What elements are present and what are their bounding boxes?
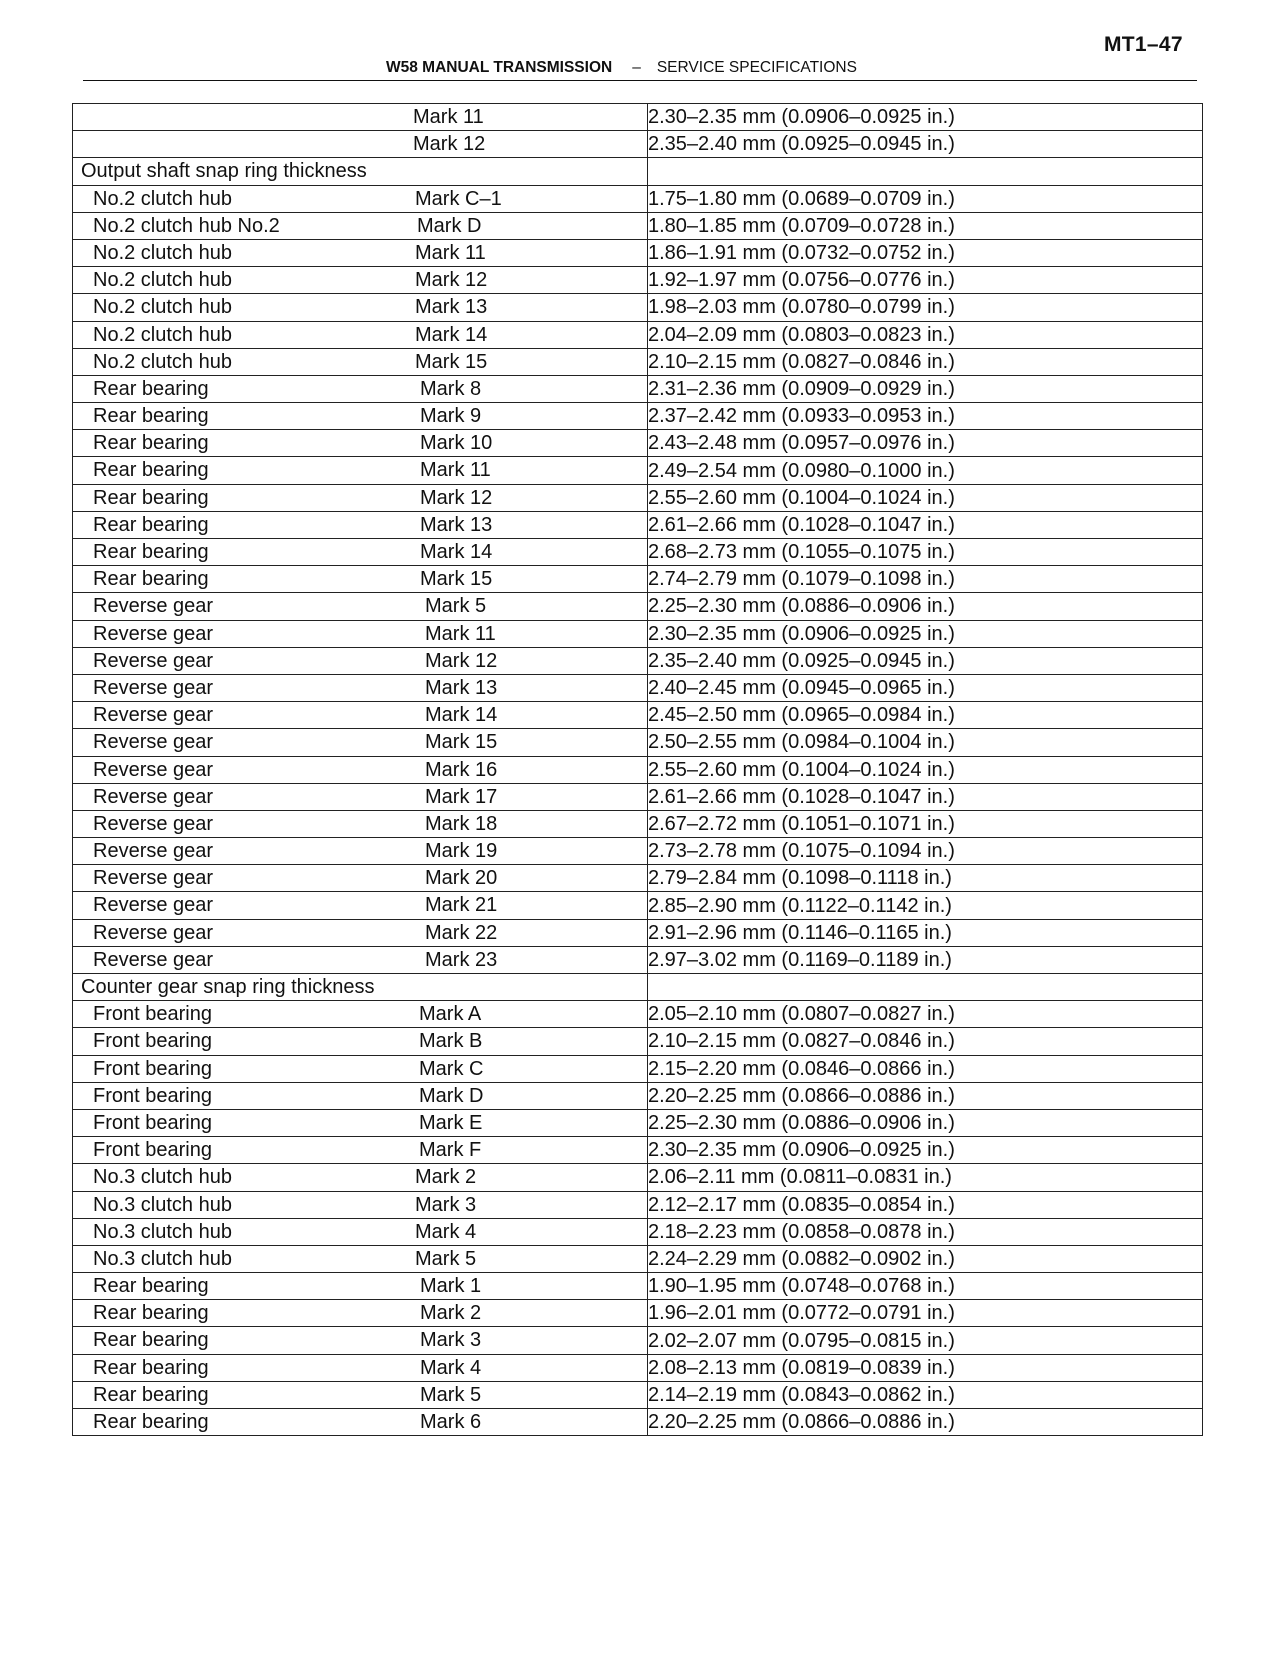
table-row bbox=[73, 593, 1203, 620]
subsection-title: SERVICE SPECIFICATIONS bbox=[656, 59, 857, 76]
table-row bbox=[73, 1354, 1203, 1381]
thickness-value: 2.91–2.96 mm (0.1146–0.1165 in.) bbox=[648, 921, 952, 944]
mark-label: Mark C bbox=[419, 1057, 484, 1080]
header-rule bbox=[83, 80, 1197, 81]
part-name: Rear bearing bbox=[93, 1383, 209, 1406]
part-name: Rear bearing bbox=[93, 1329, 209, 1352]
specification-cell bbox=[648, 484, 1203, 511]
mark-label: Mark 11 bbox=[413, 106, 484, 128]
specification-cell bbox=[648, 158, 1203, 185]
table-row bbox=[73, 1001, 1203, 1028]
mark-label: Mark 4 bbox=[415, 1220, 477, 1243]
part-name: Rear bearing bbox=[93, 1275, 209, 1298]
mark-label: Mark 3 bbox=[415, 1193, 477, 1216]
mark-label: Mark 3 bbox=[420, 1329, 482, 1352]
specification-cell bbox=[648, 294, 1203, 321]
description-cell bbox=[73, 1055, 648, 1082]
thickness-value: 2.20–2.25 mm (0.0866–0.0886 in.) bbox=[648, 1411, 955, 1434]
description-cell bbox=[73, 185, 648, 212]
table-row bbox=[73, 620, 1203, 647]
part-name: No.3 clutch hub bbox=[93, 1220, 232, 1243]
table-row bbox=[73, 702, 1203, 729]
thickness-value: 2.18–2.23 mm (0.0858–0.0878 in.) bbox=[648, 1220, 955, 1243]
thickness-value: 1.92–1.97 mm (0.0756–0.0776 in.) bbox=[648, 269, 955, 292]
part-name: Reverse gear bbox=[93, 921, 214, 944]
mark-label: Mark 14 bbox=[420, 541, 493, 563]
mark-label: Mark 12 bbox=[413, 133, 486, 156]
part-name: Front bearing bbox=[93, 1030, 212, 1053]
specification-cell bbox=[648, 674, 1203, 701]
table-row bbox=[73, 1028, 1203, 1055]
thickness-value: 1.86–1.91 mm (0.0732–0.0752 in.) bbox=[648, 242, 955, 265]
mark-label: Mark 2 bbox=[420, 1302, 482, 1325]
description-cell bbox=[73, 1028, 648, 1055]
thickness-value: 2.24–2.29 mm (0.0882–0.0902 in.) bbox=[648, 1247, 955, 1270]
description-cell bbox=[73, 810, 648, 837]
thickness-value: 2.67–2.72 mm (0.1051–0.1071 in.) bbox=[648, 812, 955, 835]
thickness-value: 2.20–2.25 mm (0.0866–0.0886 in.) bbox=[648, 1084, 955, 1107]
table-row bbox=[73, 212, 1203, 239]
mark-label: Mark 5 bbox=[425, 595, 487, 618]
specification-cell bbox=[648, 1137, 1203, 1164]
mark-label: Mark 10 bbox=[420, 432, 493, 455]
thickness-value: 2.04–2.09 mm (0.0803–0.0823 in.) bbox=[648, 323, 955, 346]
thickness-value: 2.37–2.42 mm (0.0933–0.0953 in.) bbox=[648, 405, 955, 428]
part-name: Rear bearing bbox=[93, 377, 209, 400]
table-row bbox=[73, 321, 1203, 348]
mark-label: Mark B bbox=[419, 1030, 483, 1053]
description-cell bbox=[73, 946, 648, 973]
description-cell bbox=[73, 729, 648, 756]
part-name: Reverse gear bbox=[93, 595, 214, 618]
thickness-value: 1.98–2.03 mm (0.0780–0.0799 in.) bbox=[648, 296, 955, 319]
mark-label: Mark D bbox=[419, 1084, 484, 1107]
part-name: Reverse gear bbox=[93, 704, 214, 727]
mark-label: Mark 11 bbox=[425, 622, 496, 645]
table-row bbox=[73, 1191, 1203, 1218]
mark-label: Mark 21 bbox=[425, 894, 498, 917]
part-name: Reverse gear bbox=[93, 812, 214, 835]
description-cell bbox=[73, 1273, 648, 1300]
part-name: Reverse gear bbox=[93, 758, 214, 781]
part-name: Front bearing bbox=[93, 1111, 212, 1134]
part-name: Reverse gear bbox=[93, 622, 214, 645]
specification-cell bbox=[648, 1300, 1203, 1327]
description-cell bbox=[73, 348, 648, 375]
table-row bbox=[73, 919, 1203, 946]
description-cell bbox=[73, 1001, 648, 1028]
thickness-value: 2.79–2.84 mm (0.1098–0.1118 in.) bbox=[648, 867, 952, 890]
mark-label: Mark 2 bbox=[415, 1166, 477, 1189]
table-row bbox=[73, 131, 1203, 158]
description-cell bbox=[73, 511, 648, 538]
part-name: No.2 clutch hub bbox=[93, 296, 232, 319]
mark-label: Mark 14 bbox=[415, 323, 488, 346]
thickness-value: 2.30–2.35 mm (0.0906–0.0925 in.) bbox=[648, 106, 955, 129]
part-name: No.2 clutch hub bbox=[93, 269, 232, 292]
description-cell bbox=[73, 1300, 648, 1327]
description-cell bbox=[73, 783, 648, 810]
part-name: Front bearing bbox=[93, 1003, 212, 1026]
thickness-value: 2.55–2.60 mm (0.1004–0.1024 in.) bbox=[648, 758, 955, 781]
thickness-value: 2.45–2.50 mm (0.0965–0.0984 in.) bbox=[648, 704, 955, 727]
specification-cell bbox=[648, 1381, 1203, 1408]
specification-cell bbox=[648, 185, 1203, 212]
specification-cell bbox=[648, 838, 1203, 865]
specification-cell bbox=[648, 321, 1203, 348]
part-name: Reverse gear bbox=[93, 867, 214, 890]
description-cell bbox=[73, 620, 648, 647]
header-separator: – bbox=[632, 59, 641, 76]
specification-cell bbox=[648, 865, 1203, 892]
table-row bbox=[73, 511, 1203, 538]
part-name: Reverse gear bbox=[93, 948, 214, 971]
table-row bbox=[73, 1109, 1203, 1136]
description-cell bbox=[73, 131, 648, 158]
part-name: Rear bearing bbox=[93, 486, 209, 509]
description-cell bbox=[73, 294, 648, 321]
specification-cell bbox=[648, 702, 1203, 729]
thickness-value: 2.30–2.35 mm (0.0906–0.0925 in.) bbox=[648, 622, 955, 645]
running-head bbox=[386, 59, 857, 77]
group-title: Counter gear snap ring thickness bbox=[81, 976, 375, 998]
thickness-value: 2.25–2.30 mm (0.0886–0.0906 in.) bbox=[648, 595, 955, 618]
mark-label: Mark 15 bbox=[415, 350, 488, 373]
table-row bbox=[73, 457, 1203, 484]
specification-cell bbox=[648, 1218, 1203, 1245]
specification-cell bbox=[648, 430, 1203, 457]
mark-label: Mark D bbox=[417, 214, 482, 237]
part-name: Rear bearing bbox=[93, 513, 209, 536]
mark-label: Mark 16 bbox=[425, 758, 498, 781]
part-name: Rear bearing bbox=[93, 432, 209, 455]
mark-label: Mark 4 bbox=[420, 1356, 482, 1379]
mark-label: Mark E bbox=[419, 1111, 483, 1134]
specification-cell bbox=[648, 348, 1203, 375]
specification-cell bbox=[648, 403, 1203, 430]
description-cell bbox=[73, 674, 648, 701]
specification-cell bbox=[648, 783, 1203, 810]
table-row bbox=[73, 1245, 1203, 1272]
table-row bbox=[73, 892, 1203, 919]
table-row bbox=[73, 946, 1203, 973]
part-name: Rear bearing bbox=[93, 541, 209, 563]
table-row bbox=[73, 104, 1203, 131]
table-row bbox=[73, 239, 1203, 266]
specification-cell bbox=[648, 1327, 1203, 1354]
thickness-value: 2.61–2.66 mm (0.1028–0.1047 in.) bbox=[648, 785, 955, 808]
group-row bbox=[73, 158, 1203, 185]
mark-label: Mark 14 bbox=[425, 704, 498, 727]
thickness-value: 2.31–2.36 mm (0.0909–0.0929 in.) bbox=[648, 377, 955, 400]
group-row bbox=[73, 974, 1203, 1001]
table-row bbox=[73, 484, 1203, 511]
description-cell bbox=[73, 375, 648, 402]
specification-cell bbox=[648, 1191, 1203, 1218]
mark-label: Mark F bbox=[419, 1139, 482, 1162]
part-name: Rear bearing bbox=[93, 459, 209, 482]
part-name: Reverse gear bbox=[93, 676, 214, 699]
part-name: Reverse gear bbox=[93, 731, 214, 754]
part-name: Reverse gear bbox=[93, 840, 214, 863]
description-cell bbox=[73, 593, 648, 620]
part-name: Front bearing bbox=[93, 1139, 212, 1162]
thickness-value: 2.14–2.19 mm (0.0843–0.0862 in.) bbox=[648, 1383, 955, 1406]
table-row bbox=[73, 1409, 1203, 1436]
mark-label: Mark 15 bbox=[420, 568, 493, 591]
thickness-value: 1.90–1.95 mm (0.0748–0.0768 in.) bbox=[648, 1275, 955, 1298]
part-name: No.2 clutch hub bbox=[93, 241, 232, 264]
specification-cell bbox=[648, 919, 1203, 946]
specification-cell bbox=[648, 974, 1203, 1001]
description-cell bbox=[73, 1327, 648, 1354]
specification-cell bbox=[648, 810, 1203, 837]
description-cell bbox=[73, 212, 648, 239]
table-row bbox=[73, 783, 1203, 810]
thickness-value: 2.06–2.11 mm (0.0811–0.0831 in.) bbox=[648, 1166, 952, 1189]
specification-cell bbox=[648, 212, 1203, 239]
description-cell bbox=[73, 756, 648, 783]
table-row bbox=[73, 348, 1203, 375]
table-row bbox=[73, 729, 1203, 756]
description-cell bbox=[73, 267, 648, 294]
specification-cell bbox=[648, 756, 1203, 783]
table-row bbox=[73, 810, 1203, 837]
description-cell bbox=[73, 1082, 648, 1109]
specification-cell bbox=[648, 1082, 1203, 1109]
description-cell bbox=[73, 457, 648, 484]
table-row bbox=[73, 430, 1203, 457]
specification-cell bbox=[648, 267, 1203, 294]
description-cell bbox=[73, 892, 648, 919]
specification-cell bbox=[648, 620, 1203, 647]
specification-cell bbox=[648, 593, 1203, 620]
mark-label: Mark 23 bbox=[425, 948, 498, 971]
mark-label: Mark C–1 bbox=[415, 187, 502, 210]
thickness-value: 1.96–2.01 mm (0.0772–0.0791 in.) bbox=[648, 1302, 955, 1325]
table-row bbox=[73, 1381, 1203, 1408]
part-name: No.2 clutch hub bbox=[93, 350, 232, 373]
spec-table-body bbox=[73, 104, 1203, 1436]
specification-cell bbox=[648, 104, 1203, 131]
description-cell bbox=[73, 566, 648, 593]
description-cell bbox=[73, 974, 648, 1001]
description-cell bbox=[73, 239, 648, 266]
thickness-value: 2.05–2.10 mm (0.0807–0.0827 in.) bbox=[648, 1003, 955, 1026]
thickness-value: 2.35–2.40 mm (0.0925–0.0945 in.) bbox=[648, 133, 955, 156]
table-row bbox=[73, 756, 1203, 783]
specification-cell bbox=[648, 1164, 1203, 1191]
thickness-value: 2.08–2.13 mm (0.0819–0.0839 in.) bbox=[648, 1356, 955, 1379]
mark-label: Mark 22 bbox=[425, 921, 498, 944]
description-cell bbox=[73, 158, 648, 185]
part-name: Reverse gear bbox=[93, 785, 214, 808]
description-cell bbox=[73, 1137, 648, 1164]
table-row bbox=[73, 674, 1203, 701]
table-row bbox=[73, 185, 1203, 212]
mark-label: Mark 20 bbox=[425, 867, 498, 890]
part-name: Front bearing bbox=[93, 1084, 212, 1107]
description-cell bbox=[73, 647, 648, 674]
mark-label: Mark 9 bbox=[420, 405, 482, 428]
thickness-value: 1.80–1.85 mm (0.0709–0.0728 in.) bbox=[648, 214, 955, 237]
thickness-value: 1.75–1.80 mm (0.0689–0.0709 in.) bbox=[648, 187, 955, 210]
mark-label: Mark 18 bbox=[425, 812, 498, 835]
mark-label: Mark 15 bbox=[425, 731, 498, 754]
specification-cell bbox=[648, 511, 1203, 538]
part-name: Rear bearing bbox=[93, 1411, 209, 1433]
mark-label: Mark 12 bbox=[420, 486, 493, 509]
specification-cell bbox=[648, 729, 1203, 756]
thickness-value: 2.40–2.45 mm (0.0945–0.0965 in.) bbox=[648, 677, 955, 700]
specification-cell bbox=[648, 1001, 1203, 1028]
thickness-value: 2.35–2.40 mm (0.0925–0.0945 in.) bbox=[648, 649, 955, 672]
specification-cell bbox=[648, 1109, 1203, 1136]
mark-label: Mark 12 bbox=[415, 269, 488, 292]
table-row bbox=[73, 838, 1203, 865]
table-row bbox=[73, 1055, 1203, 1082]
part-name: Rear bearing bbox=[93, 1302, 209, 1325]
part-name: No.2 clutch hub bbox=[93, 323, 232, 346]
description-cell bbox=[73, 539, 648, 566]
thickness-value: 2.30–2.35 mm (0.0906–0.0925 in.) bbox=[648, 1139, 955, 1162]
mark-label: Mark 13 bbox=[420, 513, 493, 536]
specification-cell bbox=[648, 375, 1203, 402]
thickness-value: 2.02–2.07 mm (0.0795–0.0815 in.) bbox=[648, 1329, 955, 1352]
table-row bbox=[73, 1218, 1203, 1245]
table-row bbox=[73, 566, 1203, 593]
section-title: W58 MANUAL TRANSMISSION bbox=[386, 59, 613, 76]
table-row bbox=[73, 1164, 1203, 1191]
mark-label: Mark 13 bbox=[425, 676, 498, 699]
specification-cell bbox=[648, 1055, 1203, 1082]
thickness-value: 2.68–2.73 mm (0.1055–0.1075 in.) bbox=[648, 541, 955, 564]
specification-cell bbox=[648, 1273, 1203, 1300]
specification-cell bbox=[648, 1354, 1203, 1381]
part-name: Rear bearing bbox=[93, 568, 209, 591]
table-row bbox=[73, 1273, 1203, 1300]
specification-cell bbox=[648, 566, 1203, 593]
description-cell bbox=[73, 1354, 648, 1381]
description-cell bbox=[73, 1381, 648, 1408]
specification-cell bbox=[648, 647, 1203, 674]
thickness-value: 2.73–2.78 mm (0.1075–0.1094 in.) bbox=[648, 840, 955, 863]
table-row bbox=[73, 294, 1203, 321]
mark-label: Mark 11 bbox=[420, 459, 491, 482]
specification-cell bbox=[648, 1245, 1203, 1272]
table-row bbox=[73, 539, 1203, 566]
specification-cell bbox=[648, 1409, 1203, 1436]
mark-label: Mark 11 bbox=[415, 241, 486, 264]
spec-table bbox=[72, 103, 1203, 1436]
thickness-value: 2.10–2.15 mm (0.0827–0.0846 in.) bbox=[648, 350, 955, 373]
mark-label: Mark 17 bbox=[425, 785, 498, 808]
description-cell bbox=[73, 403, 648, 430]
description-cell bbox=[73, 104, 648, 131]
mark-label: Mark 1 bbox=[420, 1275, 482, 1298]
table-row bbox=[73, 403, 1203, 430]
mark-label: Mark 13 bbox=[415, 296, 488, 319]
part-name: Rear bearing bbox=[93, 1356, 209, 1379]
thickness-value: 2.43–2.48 mm (0.0957–0.0976 in.) bbox=[648, 432, 955, 455]
mark-label: Mark 5 bbox=[420, 1383, 482, 1406]
part-name: No.2 clutch hub bbox=[93, 187, 232, 210]
description-cell bbox=[73, 321, 648, 348]
description-cell bbox=[73, 1109, 648, 1136]
mark-label: Mark 19 bbox=[425, 840, 498, 863]
description-cell bbox=[73, 1409, 648, 1436]
thickness-value: 2.10–2.15 mm (0.0827–0.0846 in.) bbox=[648, 1030, 955, 1053]
mark-label: Mark 8 bbox=[420, 377, 482, 400]
mark-label: Mark A bbox=[419, 1003, 482, 1026]
part-name: Reverse gear bbox=[93, 649, 214, 672]
mark-label: Mark 6 bbox=[420, 1411, 482, 1433]
table-row bbox=[73, 375, 1203, 402]
part-name: Rear bearing bbox=[93, 405, 209, 428]
table-row bbox=[73, 267, 1203, 294]
part-name: Front bearing bbox=[93, 1057, 212, 1080]
page-number: MT1–47 bbox=[1104, 33, 1183, 56]
table-row bbox=[73, 647, 1203, 674]
table-row bbox=[73, 1300, 1203, 1327]
table-row bbox=[73, 1137, 1203, 1164]
table-row bbox=[73, 1082, 1203, 1109]
part-name: Reverse gear bbox=[93, 894, 214, 917]
mark-label: Mark 5 bbox=[415, 1247, 477, 1270]
thickness-value: 2.61–2.66 mm (0.1028–0.1047 in.) bbox=[648, 513, 955, 536]
description-cell bbox=[73, 1164, 648, 1191]
part-name: No.3 clutch hub bbox=[93, 1247, 232, 1270]
table-row bbox=[73, 865, 1203, 892]
specification-cell bbox=[648, 457, 1203, 484]
table-row bbox=[73, 1327, 1203, 1354]
description-cell bbox=[73, 865, 648, 892]
mark-label: Mark 12 bbox=[425, 649, 498, 672]
part-name: No.2 clutch hub No.2 bbox=[93, 214, 280, 237]
part-name: No.3 clutch hub bbox=[93, 1166, 232, 1189]
thickness-value: 2.55–2.60 mm (0.1004–0.1024 in.) bbox=[648, 486, 955, 509]
thickness-value: 2.49–2.54 mm (0.0980–0.1000 in.) bbox=[648, 459, 955, 482]
thickness-value: 2.74–2.79 mm (0.1079–0.1098 in.) bbox=[648, 568, 955, 591]
specification-cell bbox=[648, 892, 1203, 919]
thickness-value: 2.50–2.55 mm (0.0984–0.1004 in.) bbox=[648, 731, 955, 754]
description-cell bbox=[73, 838, 648, 865]
description-cell bbox=[73, 1191, 648, 1218]
specification-cell bbox=[648, 539, 1203, 566]
description-cell bbox=[73, 484, 648, 511]
thickness-value: 2.85–2.90 mm (0.1122–0.1142 in.) bbox=[648, 894, 952, 917]
thickness-value: 2.12–2.17 mm (0.0835–0.0854 in.) bbox=[648, 1193, 955, 1216]
description-cell bbox=[73, 430, 648, 457]
specification-cell bbox=[648, 131, 1203, 158]
description-cell bbox=[73, 1218, 648, 1245]
specification-cell bbox=[648, 239, 1203, 266]
thickness-value: 2.25–2.30 mm (0.0886–0.0906 in.) bbox=[648, 1112, 955, 1135]
description-cell bbox=[73, 919, 648, 946]
description-cell bbox=[73, 702, 648, 729]
thickness-value: 2.15–2.20 mm (0.0846–0.0866 in.) bbox=[648, 1057, 955, 1080]
thickness-value: 2.97–3.02 mm (0.1169–0.1189 in.) bbox=[648, 948, 952, 971]
specification-cell bbox=[648, 946, 1203, 973]
specification-cell bbox=[648, 1028, 1203, 1055]
part-name: No.3 clutch hub bbox=[93, 1193, 232, 1216]
description-cell bbox=[73, 1245, 648, 1272]
group-title: Output shaft snap ring thickness bbox=[81, 160, 367, 183]
